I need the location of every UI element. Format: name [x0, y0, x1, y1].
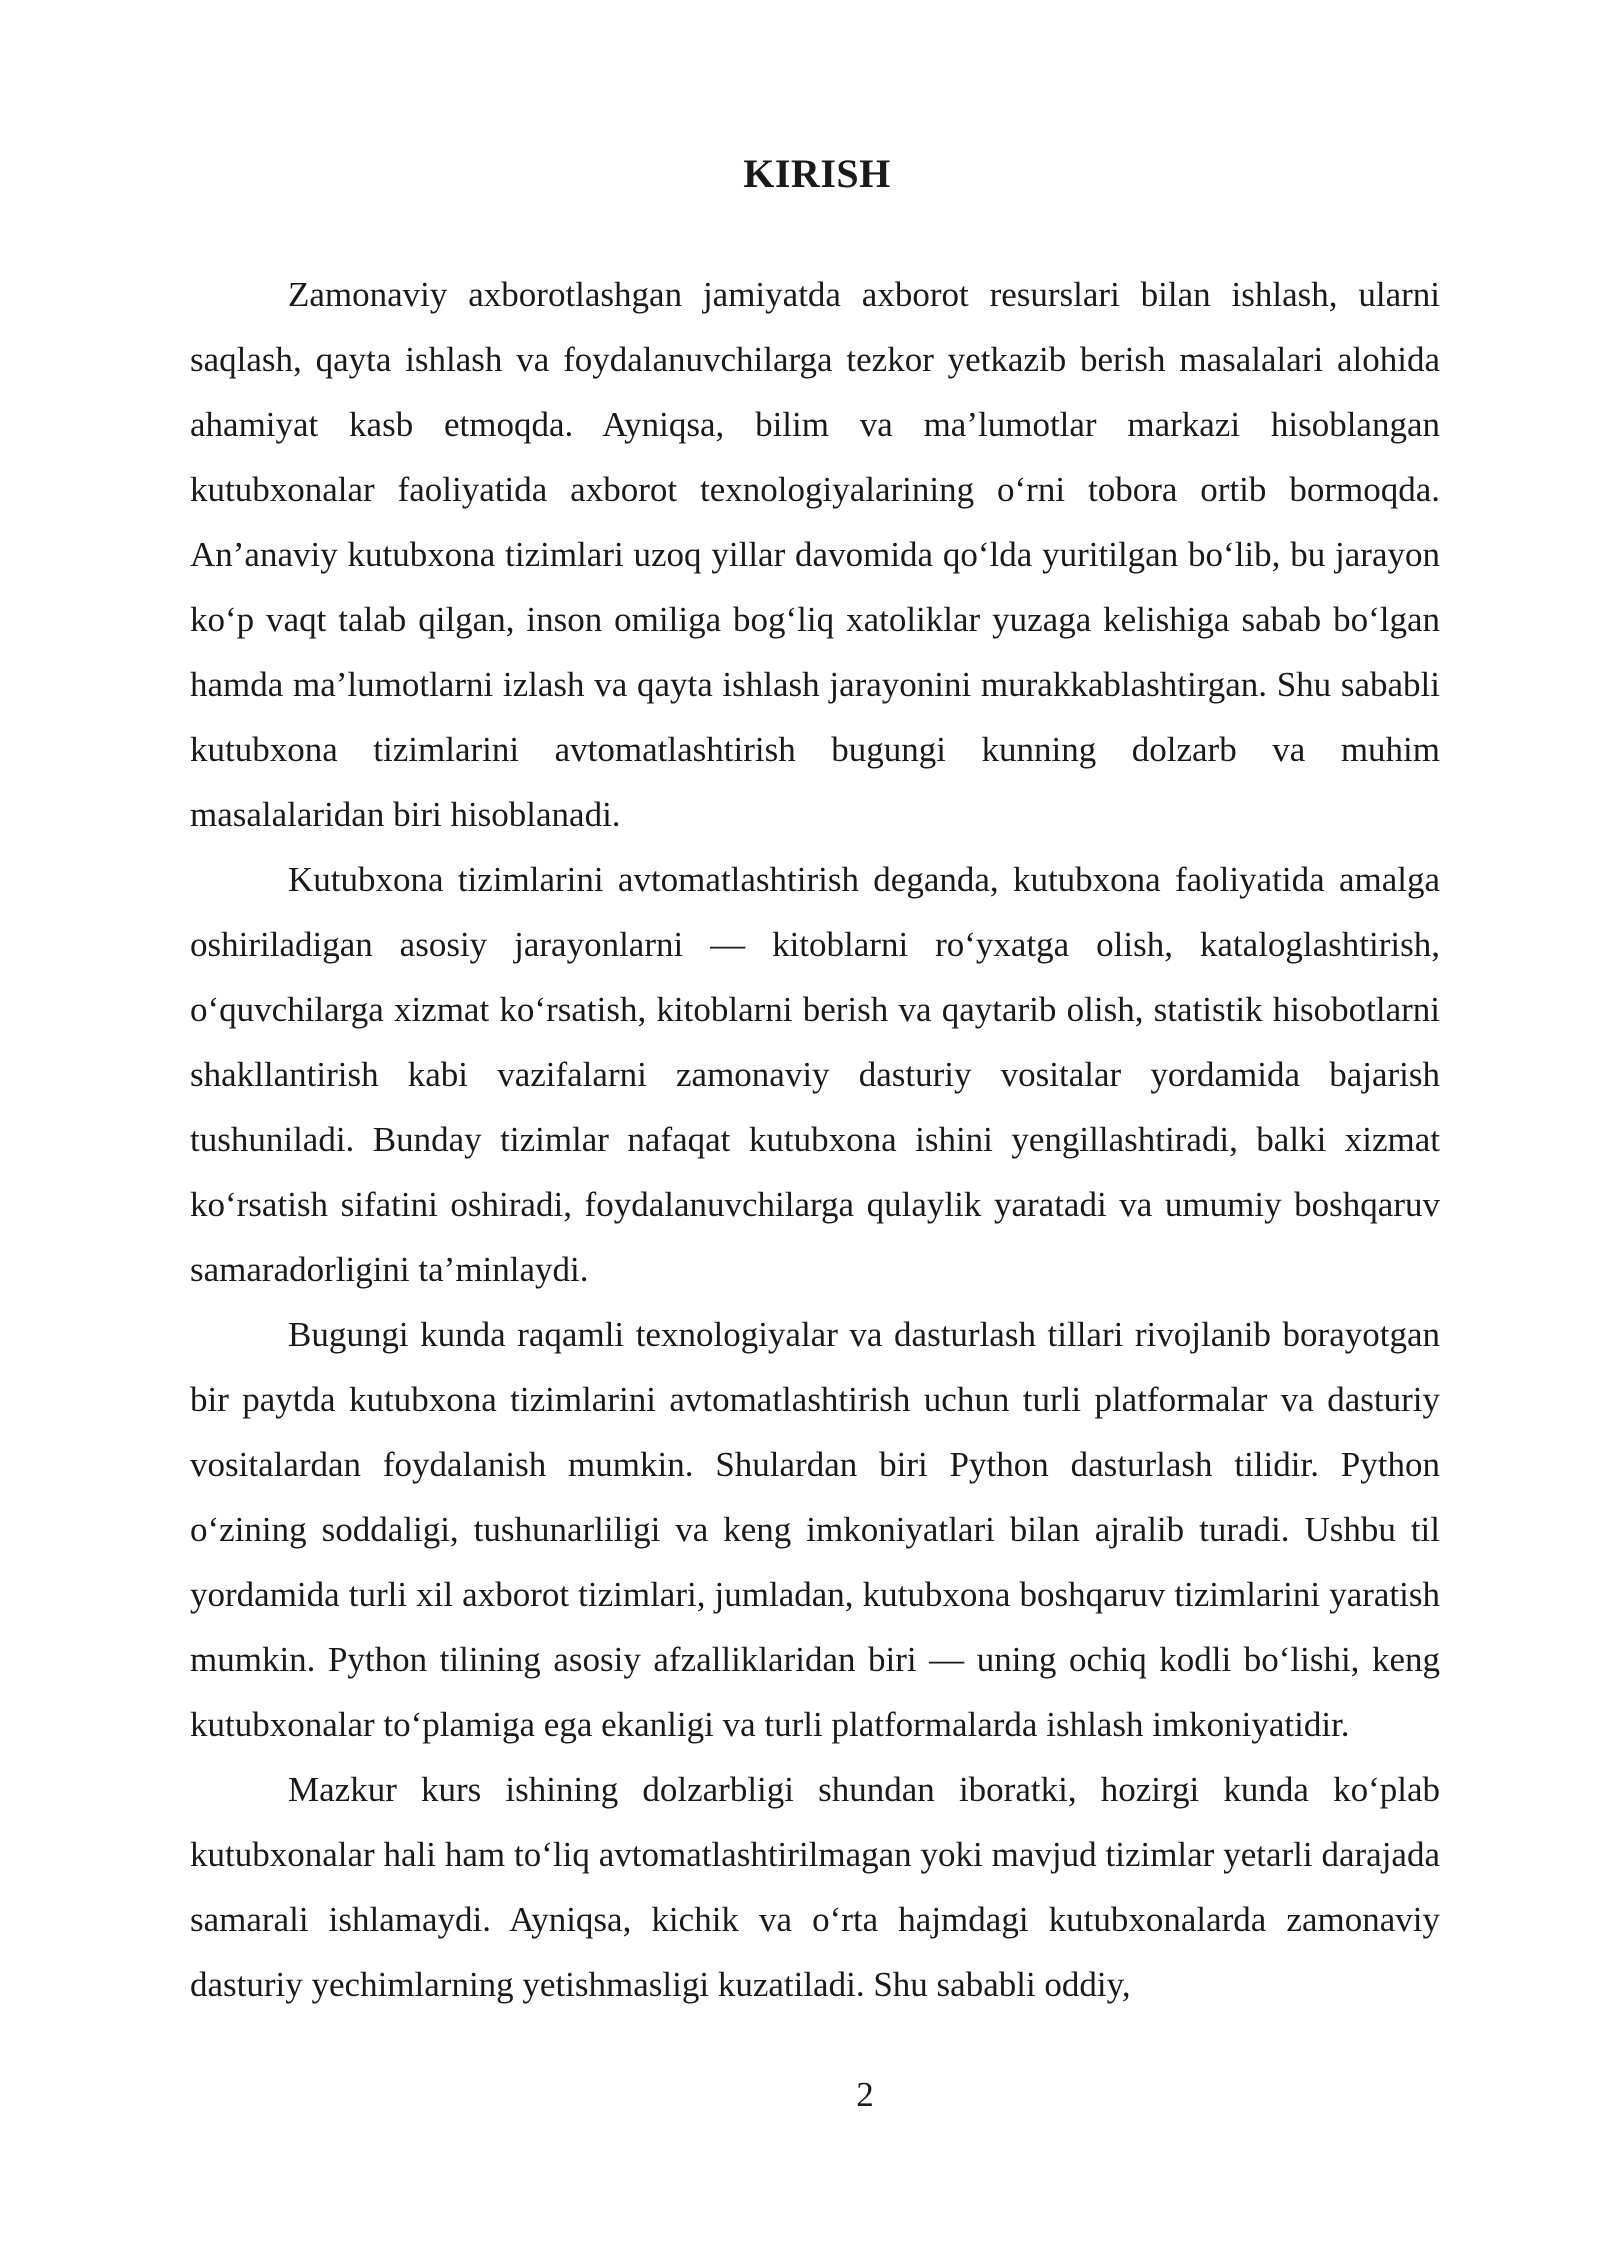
paragraph: Mazkur kurs ishining dolzarbligi shundan iboratki, hozirgi kunda ko‘plab kutubxonalar hali ham to‘liq avtomatlashtirilmagan yoki mavjud tizimlar yetarli darajada samarali ishlamaydi. Ayniqsa, kichik va o‘rta hajmdagi kutubxonalarda zamonaviy dasturiy yechimlarning yetishmasligi kuzatiladi. Shu sababli oddiy, — [190, 1770, 1440, 2004]
body-text — [190, 262, 1440, 2017]
page-number: 2 — [856, 2075, 874, 2114]
page-title: KIRISH — [743, 151, 891, 196]
paragraph: Kutubxona tizimlarini avtomatlashtirish deganda, kutubxona faoliyatida amalga oshiriladigan asosiy jarayonlarni — kitoblarni ro‘yxatga olish, kataloglashtirish, o‘quvchilarga xizmat ko‘rsatish, kitoblarni berish va qaytarib olish, statistik hisobotlarni shakllantirish kabi vazifalarni zamonaviy dasturiy vositalar yordamida bajarish tushuniladi. Bunday tizimlar nafaqat kutubxona ishini yengillashtiradi, balki xizmat ko‘rsatish sifatini oshiradi, foydalanuvchilarga qulaylik yaratadi va umumiy boshqaruv samaradorligini ta’minlaydi. — [190, 860, 1440, 1289]
paragraph: Zamonaviy axborotlashgan jamiyatda axborot resurslari bilan ishlash, ularni saqlash, qayta ishlash va foydalanuvchilarga tezkor yetkazib berish masalalari alohida ahamiyat kasb etmoqda. Ayniqsa, bilim va ma’lumotlar markazi hisoblangan kutubxonalar faoliyatida axborot texnologiyalarining o‘rni tobora ortib bormoqda. An’anaviy kutubxona tizimlari uzoq yillar davomida qo‘lda yuritilgan bo‘lib, bu jarayon ko‘p vaqt talab qilgan, inson omiliga bog‘liq xatoliklar yuzaga kelishiga sabab bo‘lgan hamda ma’lumotlarni izlash va qayta ishlash jarayonini murakkablashtirgan. Shu sababli kutubxona tizimlarini avtomatlashtirish bugungi kunning dolzarb va muhim masalalaridan biri hisoblanadi. — [190, 275, 1440, 834]
paragraph: Bugungi kunda raqamli texnologiyalar va dasturlash tillari rivojlanib borayotgan bir paytda kutubxona tizimlarini avtomatlashtirish uchun turli platformalar va dasturiy vositalardan foydalanish mumkin. Shulardan biri Python dasturlash tilidir. Python o‘zining soddaligi, tushunarliligi va keng imkoniyatlari bilan ajralib turadi. Ushbu til yordamida turli xil axborot tizimlari, jumladan, kutubxona boshqaruv tizimlarini yaratish mumkin. Python tilining asosiy afzalliklaridan biri — uning ochiq kodli bo‘lishi, keng kutubxonalar to‘plamiga ega ekanligi va turli platformalarda ishlash imkoniyatidir. — [190, 1315, 1440, 1744]
